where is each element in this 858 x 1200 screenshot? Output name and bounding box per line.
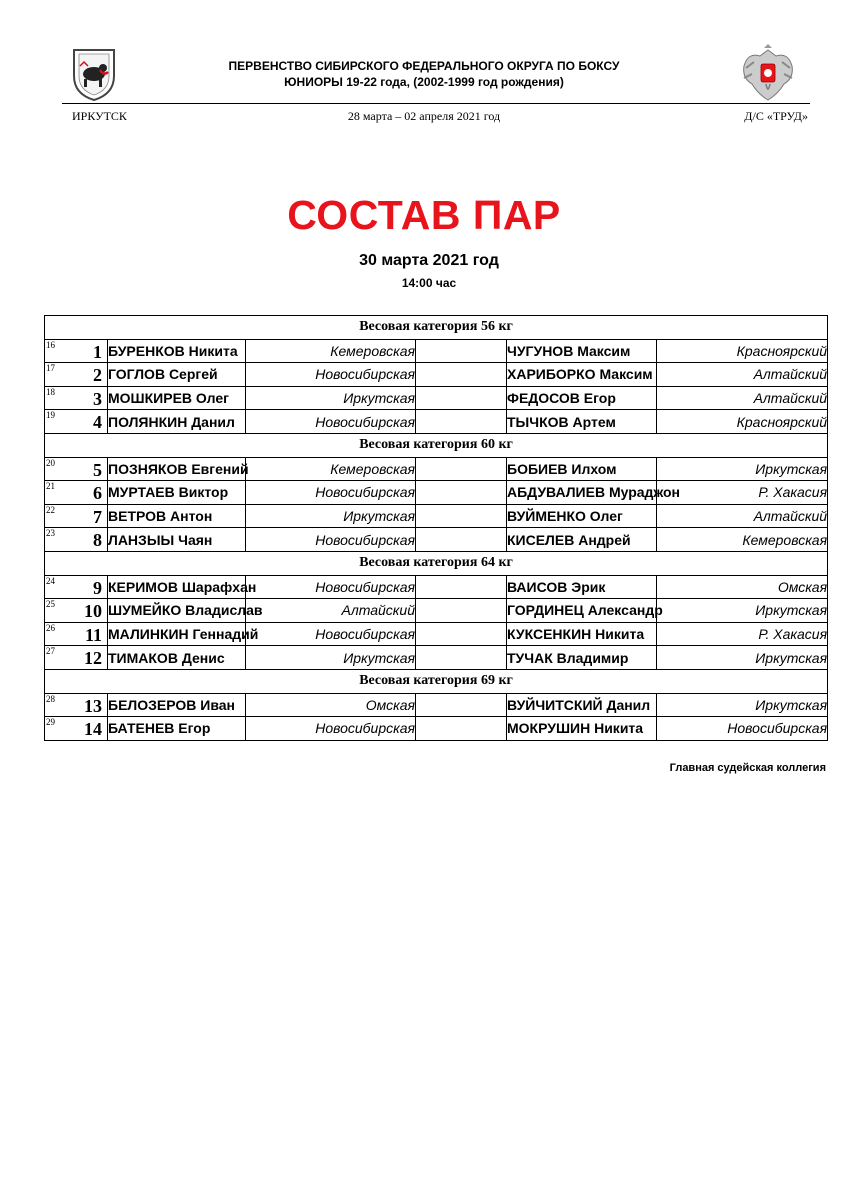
chief-judges-label: Главная судейская коллегия bbox=[669, 762, 826, 774]
result-cell bbox=[416, 410, 507, 434]
result-cell bbox=[416, 528, 507, 552]
blue-corner-region: Иркутская bbox=[657, 599, 828, 623]
pair-number: 11 bbox=[84, 624, 102, 645]
city-label: ИРКУТСК bbox=[72, 109, 127, 123]
blue-corner-region: Иркутская bbox=[657, 693, 828, 717]
red-corner-name: ГОГЛОВ Сергей bbox=[108, 363, 246, 387]
blue-corner-region: Иркутская bbox=[657, 646, 828, 670]
bout-sequence-number: 21 bbox=[46, 481, 55, 492]
blue-corner-name: МОКРУШИН Никита bbox=[507, 717, 657, 741]
red-corner-name: ШУМЕЙКО Владислав bbox=[108, 599, 246, 623]
boxing-federation-emblem-icon bbox=[738, 44, 798, 106]
age-group-subtitle: ЮНИОРЫ 19-22 года, (2002-1999 год рождения) bbox=[284, 75, 564, 89]
blue-corner-name: ВАИСОВ Эрик bbox=[507, 575, 657, 599]
result-cell bbox=[416, 504, 507, 528]
red-corner-name: ПОЗНЯКОВ Евгений bbox=[108, 457, 246, 481]
pair-row bbox=[45, 363, 828, 387]
bout-number-cell bbox=[45, 481, 108, 505]
pair-number: 12 bbox=[84, 648, 102, 669]
red-corner-region: Новосибирская bbox=[246, 363, 416, 387]
bout-sequence-number: 28 bbox=[46, 693, 55, 704]
result-cell bbox=[416, 717, 507, 741]
blue-corner-name: КУКСЕНКИН Никита bbox=[507, 622, 657, 646]
header-divider bbox=[62, 103, 810, 104]
pair-number: 4 bbox=[93, 412, 102, 433]
result-cell bbox=[416, 386, 507, 410]
pair-number: 2 bbox=[93, 365, 102, 386]
pair-number: 9 bbox=[93, 577, 102, 598]
pair-row bbox=[45, 622, 828, 646]
red-corner-region: Иркутская bbox=[246, 504, 416, 528]
weight-category-row bbox=[45, 551, 828, 575]
result-cell bbox=[416, 622, 507, 646]
result-cell bbox=[416, 575, 507, 599]
blue-corner-region: Новосибирская bbox=[657, 717, 828, 741]
pair-number: 10 bbox=[84, 601, 102, 622]
blue-corner-region: Алтайский bbox=[657, 504, 828, 528]
pair-number: 8 bbox=[93, 530, 102, 551]
pairs-table bbox=[44, 315, 828, 741]
bout-sequence-number: 22 bbox=[46, 504, 55, 515]
red-corner-name: МОШКИРЕВ Олег bbox=[108, 386, 246, 410]
red-corner-region: Иркутская bbox=[246, 386, 416, 410]
bout-number-cell bbox=[45, 457, 108, 481]
blue-corner-name: ТЫЧКОВ Артем bbox=[507, 410, 657, 434]
red-corner-name: МУРТАЕВ Виктор bbox=[108, 481, 246, 505]
blue-corner-name: ТУЧАК Владимир bbox=[507, 646, 657, 670]
blue-corner-name: ГОРДИНЕЦ Александр bbox=[507, 599, 657, 623]
weight-category-row bbox=[45, 433, 828, 457]
red-corner-name: КЕРИМОВ Шарафхан bbox=[108, 575, 246, 599]
red-corner-region: Омская bbox=[246, 693, 416, 717]
blue-corner-name: БОБИЕВ Илхом bbox=[507, 457, 657, 481]
bout-date: 30 марта 2021 год bbox=[359, 252, 499, 269]
pair-number: 13 bbox=[84, 695, 102, 716]
blue-corner-name: ВУЙМЕНКО Олег bbox=[507, 504, 657, 528]
venue-label: Д/С «ТРУД» bbox=[744, 109, 808, 123]
blue-corner-name: ЧУГУНОВ Максим bbox=[507, 339, 657, 363]
weight-category-label: Весовая категория 56 кг bbox=[45, 316, 828, 340]
pair-number: 6 bbox=[93, 483, 102, 504]
pair-row bbox=[45, 504, 828, 528]
result-cell bbox=[416, 363, 507, 387]
bout-number-cell bbox=[45, 622, 108, 646]
bout-number-cell bbox=[45, 599, 108, 623]
bout-sequence-number: 23 bbox=[46, 528, 55, 539]
blue-corner-name: КИСЕЛЕВ Андрей bbox=[507, 528, 657, 552]
bout-number-cell bbox=[45, 363, 108, 387]
pair-number: 7 bbox=[93, 506, 102, 527]
bout-sequence-number: 20 bbox=[46, 457, 55, 468]
bout-number-cell bbox=[45, 528, 108, 552]
red-corner-name: ТИМАКОВ Денис bbox=[108, 646, 246, 670]
red-corner-region: Новосибирская bbox=[246, 528, 416, 552]
bout-sequence-number: 25 bbox=[46, 599, 55, 610]
pair-row bbox=[45, 717, 828, 741]
bout-number-cell bbox=[45, 339, 108, 363]
blue-corner-region: Омская bbox=[657, 575, 828, 599]
bout-sequence-number: 19 bbox=[46, 410, 55, 421]
weight-category-row bbox=[45, 669, 828, 693]
result-cell bbox=[416, 693, 507, 717]
bout-sequence-number: 27 bbox=[46, 646, 55, 657]
bout-number-cell bbox=[45, 504, 108, 528]
blue-corner-name: АБДУВАЛИЕВ Мураджон bbox=[507, 481, 657, 505]
event-dates: 28 марта – 02 апреля 2021 год bbox=[347, 109, 501, 123]
blue-corner-region: Р. Хакасия bbox=[657, 622, 828, 646]
red-corner-name: ВЕТРОВ Антон bbox=[108, 504, 246, 528]
weight-category-label: Весовая категория 64 кг bbox=[45, 551, 828, 575]
red-corner-name: БЕЛОЗЕРОВ Иван bbox=[108, 693, 246, 717]
red-corner-name: БУРЕНКОВ Никита bbox=[108, 339, 246, 363]
bout-number-cell bbox=[45, 693, 108, 717]
red-corner-name: ПОЛЯНКИН Данил bbox=[108, 410, 246, 434]
bout-sequence-number: 17 bbox=[46, 363, 55, 374]
pair-row bbox=[45, 410, 828, 434]
red-corner-region: Кемеровская bbox=[246, 457, 416, 481]
blue-corner-region: Р. Хакасия bbox=[657, 481, 828, 505]
championship-title: ПЕРВЕНСТВО СИБИРСКОГО ФЕДЕРАЛЬНОГО ОКРУГА ПО БОКСУ bbox=[228, 59, 620, 73]
red-corner-region: Алтайский bbox=[246, 599, 416, 623]
red-corner-region: Новосибирская bbox=[246, 622, 416, 646]
red-corner-region: Новосибирская bbox=[246, 481, 416, 505]
bout-time: 14:00 час bbox=[401, 276, 457, 290]
blue-corner-region: Красноярский bbox=[657, 339, 828, 363]
blue-corner-name: ХАРИБОРКО Максим bbox=[507, 363, 657, 387]
pair-number: 1 bbox=[93, 341, 102, 362]
weight-category-row bbox=[45, 316, 828, 340]
red-corner-name: БАТЕНЕВ Егор bbox=[108, 717, 246, 741]
red-corner-region: Иркутская bbox=[246, 646, 416, 670]
pair-row bbox=[45, 693, 828, 717]
pair-row bbox=[45, 386, 828, 410]
blue-corner-region: Кемеровская bbox=[657, 528, 828, 552]
pair-row bbox=[45, 575, 828, 599]
pair-number: 3 bbox=[93, 388, 102, 409]
result-cell bbox=[416, 339, 507, 363]
page-title: СОСТАВ ПАР bbox=[287, 192, 561, 238]
result-cell bbox=[416, 646, 507, 670]
bout-sequence-number: 29 bbox=[46, 717, 55, 728]
bout-number-cell bbox=[45, 717, 108, 741]
red-corner-region: Новосибирская bbox=[246, 410, 416, 434]
pair-row bbox=[45, 646, 828, 670]
bout-sequence-number: 16 bbox=[46, 339, 55, 350]
bout-number-cell bbox=[45, 410, 108, 434]
bout-number-cell bbox=[45, 646, 108, 670]
red-corner-region: Новосибирская bbox=[246, 575, 416, 599]
blue-corner-region: Алтайский bbox=[657, 363, 828, 387]
pair-row bbox=[45, 457, 828, 481]
blue-corner-name: ВУЙЧИТСКИЙ Данил bbox=[507, 693, 657, 717]
pair-row bbox=[45, 599, 828, 623]
bout-sequence-number: 26 bbox=[46, 622, 55, 633]
pair-row bbox=[45, 528, 828, 552]
result-cell bbox=[416, 599, 507, 623]
weight-category-label: Весовая категория 69 кг bbox=[45, 669, 828, 693]
result-cell bbox=[416, 481, 507, 505]
red-corner-name: ЛАНЗЫЫ Чаян bbox=[108, 528, 246, 552]
red-corner-region: Кемеровская bbox=[246, 339, 416, 363]
red-corner-region: Новосибирская bbox=[246, 717, 416, 741]
result-cell bbox=[416, 457, 507, 481]
pair-row bbox=[45, 481, 828, 505]
pair-row bbox=[45, 339, 828, 363]
pair-number: 5 bbox=[93, 459, 102, 480]
blue-corner-region: Красноярский bbox=[657, 410, 828, 434]
bout-sequence-number: 24 bbox=[46, 575, 55, 586]
blue-corner-region: Иркутская bbox=[657, 457, 828, 481]
irkutsk-coat-of-arms-icon bbox=[70, 46, 118, 102]
blue-corner-name: ФЕДОСОВ Егор bbox=[507, 386, 657, 410]
weight-category-label: Весовая категория 60 кг bbox=[45, 433, 828, 457]
bout-number-cell bbox=[45, 575, 108, 599]
bout-number-cell bbox=[45, 386, 108, 410]
red-corner-name: МАЛИНКИН Геннадий bbox=[108, 622, 246, 646]
bout-sequence-number: 18 bbox=[46, 386, 55, 397]
blue-corner-region: Алтайский bbox=[657, 386, 828, 410]
pair-number: 14 bbox=[84, 719, 102, 740]
